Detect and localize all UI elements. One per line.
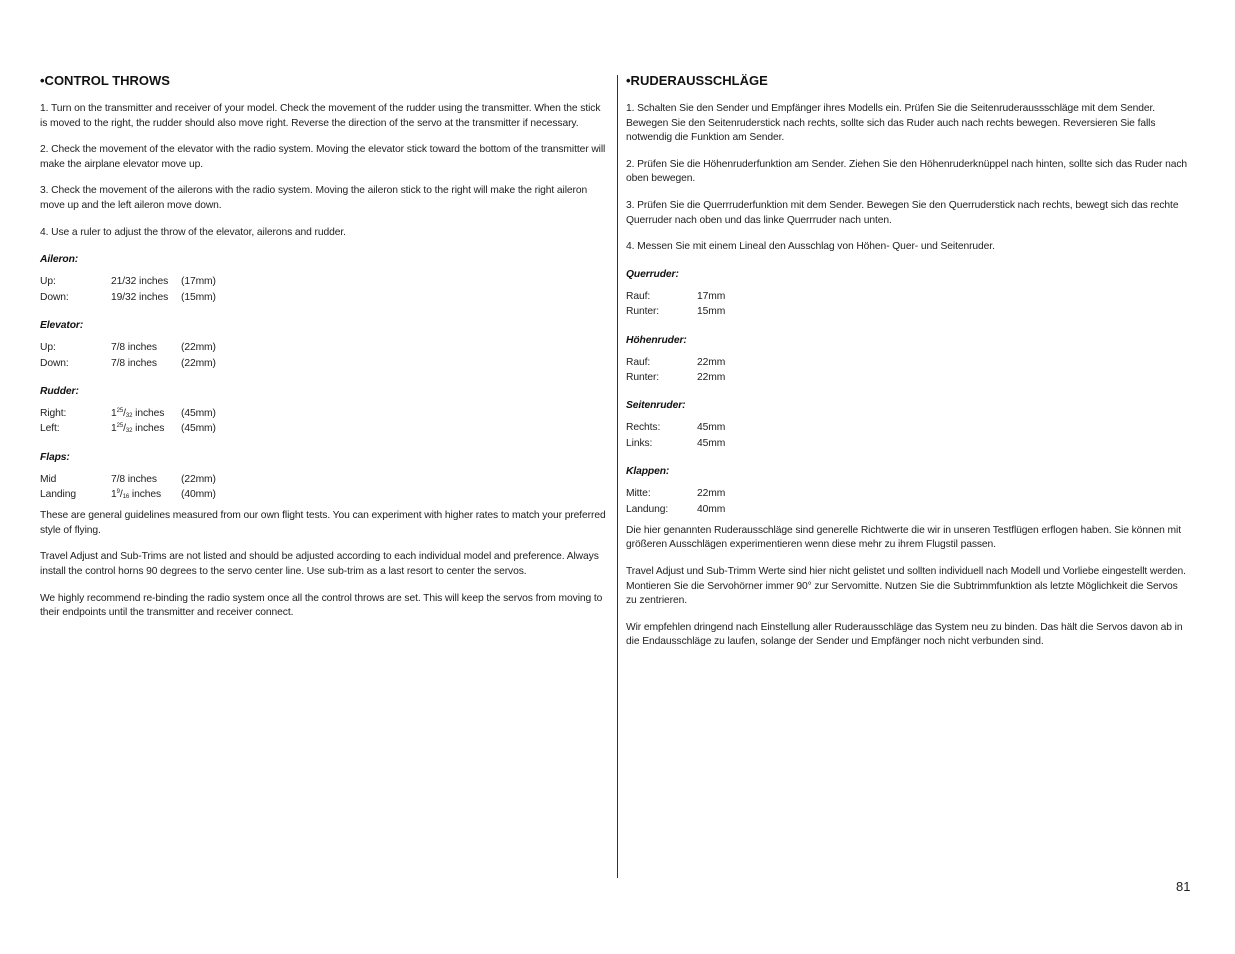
row-mm: (15mm) — [181, 291, 216, 303]
row-label: Down: — [40, 291, 69, 303]
paragraph: These are general guidelines measured from our own flight tests. You can experiment with higher rates to match your preferred style of flying. — [40, 510, 606, 536]
table-row — [40, 406, 610, 422]
querruder-title: Querruder: — [626, 268, 679, 280]
fraction-denominator: 32 — [125, 428, 133, 435]
table-row — [626, 487, 1188, 503]
aileron-title: Aileron: — [40, 254, 79, 266]
paragraph: 3. Prüfen Sie die Querrruderfunktion mit dem Sender. Bewegen Sie den Querruderstick nach rechts, bewegt sich das rechte Querruder nach oben und das linke Querrruder nach unten. — [626, 199, 1179, 226]
row-mm: (22mm) — [181, 357, 216, 369]
querruder-table — [626, 289, 1188, 320]
flaps-table — [40, 472, 610, 503]
paragraph: Wir empfehlen dringend nach Einstellung aller Ruderausschläge das System neu zu binden. Das hält die Servos davon ab in die Endausschläge zu laufen, solange der Sender und Empfänger noch nicht verbunden sind. — [626, 621, 1183, 648]
row-mm: (45mm) — [181, 423, 216, 435]
table-row — [40, 341, 610, 357]
row-mm: (45mm) — [181, 407, 216, 419]
row-label: Rauf: — [626, 356, 651, 368]
row-value: 19/32 inches — [111, 291, 169, 303]
fraction-unit: inches — [129, 489, 162, 501]
klappen-table — [626, 487, 1188, 518]
seitenruder-title: Seitenruder: — [626, 400, 686, 412]
fraction-denominator: 16 — [122, 494, 130, 501]
column-divider — [617, 75, 618, 878]
row-label: Right: — [40, 407, 67, 419]
row-label: Rauf: — [626, 290, 651, 302]
table-row — [626, 502, 1188, 518]
row-value: $1^9/_{16}$ inches — [111, 489, 162, 501]
table-row — [626, 371, 1188, 387]
paragraph: 4. Use a ruler to adjust the throw of the elevator, ailerons and rudder. — [40, 226, 346, 238]
row-mm: (22mm) — [181, 473, 216, 485]
row-value: 7/8 inches — [111, 342, 157, 354]
elevator-table — [40, 341, 610, 372]
fraction-numerator: 25 — [116, 407, 124, 414]
row-value: $1^{25}/_{32}$ inches — [111, 407, 165, 419]
flaps-title: Flaps: — [40, 451, 70, 463]
table-row — [626, 305, 1188, 321]
row-label: Mid — [40, 473, 57, 485]
row-value: 22mm — [697, 488, 726, 500]
row-label: Up: — [40, 342, 56, 354]
table-row — [626, 437, 1188, 453]
table-row — [40, 275, 610, 291]
hoehenruder-title: Höhenruder: — [626, 334, 687, 346]
paragraph: 2. Prüfen Sie die Höhenruderfunktion am Sender. Ziehen Sie den Höhenruderknüppel nach hinten, sollte sich das Ruder nach oben bewegen. — [626, 158, 1187, 185]
rudder-table — [40, 406, 610, 437]
table-row — [626, 355, 1188, 371]
row-value: 17mm — [697, 290, 726, 302]
table-row — [40, 422, 610, 438]
row-value: 45mm — [697, 422, 726, 434]
paragraph: 3. Check the movement of the ailerons with the radio system. Moving the aileron stick to the right will make the right aileron move up and the left aileron move down. — [40, 185, 588, 211]
table-row — [626, 289, 1188, 305]
page-number: 81 — [1176, 879, 1191, 894]
table-row — [40, 356, 610, 372]
fraction-unit: inches — [132, 423, 165, 435]
row-value: 40mm — [697, 503, 726, 515]
row-label: Up: — [40, 276, 56, 288]
table-row — [40, 472, 610, 488]
paragraph: We highly recommend re-binding the radio system once all the control throws are set. This will keep the servos from moving to their endpoints until the transmitter and receiver connect. — [40, 592, 603, 619]
fraction-whole: 1 — [111, 489, 117, 501]
paragraph: 1. Turn on the transmitter and receiver of your model. Check the movement of the rudder using the transmitter. When the stick is moved to the right, the rudder should also move right. Reverse the direction of the servo at the transmitter if necessary. — [40, 103, 601, 129]
row-mm: (17mm) — [181, 276, 216, 288]
row-value: 22mm — [697, 356, 726, 368]
paragraph: Travel Adjust und Sub-Trimm Werte sind hier nicht gelistet und sollten individuell nach Modell und Vorliebe eingestellt werden. Montieren Sie die Servohörner immer 90° zur Servomitte. Nutzen Sie die Subtrimmfunktion als letzte Möglichkeit die Servos zu zentrieren. — [626, 566, 1186, 607]
table-row — [40, 290, 610, 306]
paragraph: Travel Adjust and Sub-Trims are not listed and should be adjusted according to each individual model and preference. Always install the control horns 90 degrees to the servo center line. Use sub-trim as a last resort to center the servos. — [40, 551, 599, 578]
table-row — [40, 488, 610, 504]
row-value: 7/8 inches — [111, 473, 157, 485]
row-label: Links: — [626, 438, 653, 449]
hoehenruder-table — [626, 355, 1188, 386]
english-column — [40, 72, 610, 633]
fraction-numerator: 25 — [116, 423, 124, 430]
row-label: Left: — [40, 423, 60, 435]
row-label: Landing — [40, 489, 76, 501]
row-value: 15mm — [697, 306, 726, 318]
klappen-title: Klappen: — [626, 466, 670, 478]
row-label: Rechts: — [626, 422, 661, 434]
row-value: $1^{25}/_{32}$ inches — [111, 423, 165, 435]
row-label: Down: — [40, 357, 69, 369]
aileron-table — [40, 275, 610, 306]
section-heading: •RUDERAUSSCHLÄGE — [626, 73, 768, 88]
row-value: 21/32 inches — [111, 276, 169, 288]
fraction-numerator: 9 — [116, 489, 120, 496]
fraction-denominator: 32 — [125, 412, 133, 419]
fraction-whole: 1 — [111, 423, 117, 435]
seitenruder-table — [626, 421, 1188, 452]
row-value: 45mm — [697, 438, 726, 449]
paragraph: 2. Check the movement of the elevator with the radio system. Moving the elevator stick toward the bottom of the transmitter will make the airplane elevator move up. — [40, 144, 606, 170]
section-heading: •CONTROL THROWS — [40, 73, 170, 88]
row-label: Landung: — [626, 503, 669, 515]
rudder-title: Rudder: — [40, 385, 79, 397]
paragraph: 1. Schalten Sie den Sender und Empfänger ihres Modells ein. Prüfen Sie die Seitenruderaussschläge mit dem Sender. Bewegen Sie den Seitenruderstick nach rechts, sollte sich das Ruder auch nach rechts bewegen. Reversieren Sie falls notwendig die Funktion am Sender. — [626, 103, 1156, 144]
row-value: 22mm — [697, 372, 726, 384]
paragraph: 4. Messen Sie mit einem Lineal den Ausschlag von Höhen- Quer- und Seitenruder. — [626, 241, 995, 253]
row-mm: (40mm) — [181, 489, 216, 501]
fraction-unit: inches — [132, 407, 165, 419]
table-row — [626, 421, 1188, 437]
row-label: Mitte: — [626, 488, 651, 500]
row-label: Runter: — [626, 306, 660, 318]
row-label: Runter: — [626, 372, 660, 384]
paragraph: Die hier genannten Ruderausschläge sind generelle Richtwerte die wir in unseren Testflügen erflogen haben. Sie können mit größeren Ausschlägen experimentieren wenn diese mehr zu ihrem Flugstil passen. — [626, 524, 1181, 551]
german-column — [626, 72, 1188, 662]
row-mm: (22mm) — [181, 342, 216, 354]
row-value: 7/8 inches — [111, 357, 157, 369]
elevator-title: Elevator: — [40, 319, 84, 331]
fraction-whole: 1 — [111, 407, 117, 419]
